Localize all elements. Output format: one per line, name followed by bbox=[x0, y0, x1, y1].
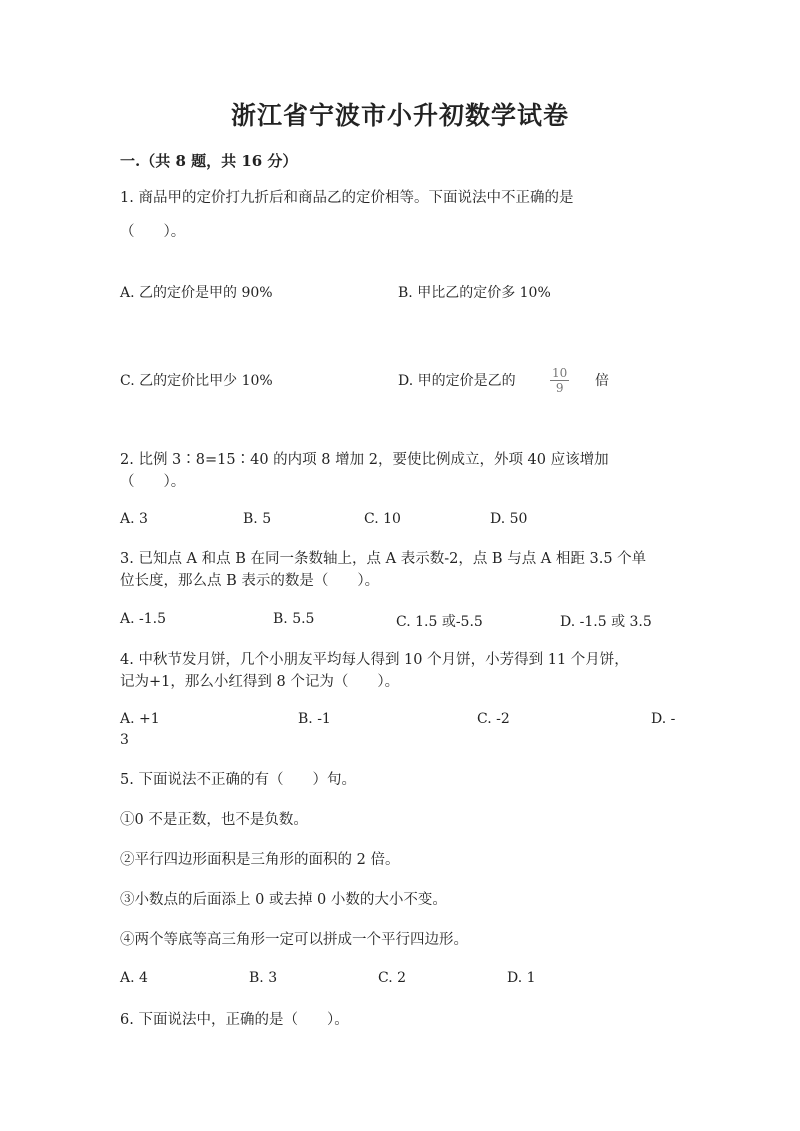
q3-option-a: A. -1.5 bbox=[120, 611, 167, 627]
q3-option-b: B. 5.5 bbox=[273, 611, 315, 627]
q4-stem-line1: 4. 中秋节发月饼，几个小朋友平均每人得到 10 个月饼，小芳得到 11 个月饼， bbox=[120, 652, 629, 668]
q1-stem-line2: （ ）。 bbox=[120, 224, 186, 240]
q2-option-d: D. 50 bbox=[490, 511, 528, 527]
q5-stem: 5. 下面说法不正确的有（ ）句。 bbox=[120, 772, 356, 788]
q2-option-b: B. 5 bbox=[243, 511, 272, 527]
q2-option-a: A. 3 bbox=[120, 511, 148, 527]
q3-option-c: C. 1.5 或-5.5 bbox=[396, 614, 483, 630]
q1-option-c: C. 乙的定价比甲少 10% bbox=[120, 373, 273, 389]
q4-option-d: D. - bbox=[651, 711, 676, 727]
q2-option-c: C. 10 bbox=[364, 511, 401, 527]
q5-option-a: A. 4 bbox=[120, 970, 148, 986]
q1-option-b: B. 甲比乙的定价多 10% bbox=[398, 285, 551, 301]
q4-option-c: C. -2 bbox=[477, 711, 510, 727]
q5-statement-2: ②平行四边形面积是三角形的面积的 2 倍。 bbox=[120, 852, 400, 868]
q1-option-d-fraction bbox=[550, 366, 569, 395]
q4-stem-line2: 记为+1，那么小红得到 8 个记为（ ）。 bbox=[120, 674, 400, 690]
q6-stem: 6. 下面说法中，正确的是（ ）。 bbox=[120, 1012, 349, 1028]
q5-statement-4: ④两个等底等高三角形一定可以拼成一个平行四边形。 bbox=[120, 932, 468, 948]
q4-option-d-wrap: 3 bbox=[120, 732, 129, 748]
q1-stem-line1: 1. 商品甲的定价打九折后和商品乙的定价相等。下面说法中不正确的是 bbox=[120, 190, 574, 206]
q3-option-d: D. -1.5 或 3.5 bbox=[560, 614, 652, 630]
fraction-denominator: 9 bbox=[555, 381, 564, 395]
q5-option-c: C. 2 bbox=[378, 970, 407, 986]
q4-option-a: A. +1 bbox=[120, 711, 160, 727]
q4-option-b: B. -1 bbox=[298, 711, 331, 727]
q2-stem-line2: （ ）。 bbox=[120, 474, 186, 490]
q3-stem-line2: 位长度，那么点 B 表示的数是（ ）。 bbox=[120, 573, 380, 589]
q5-statement-1: ①0 不是正数，也不是负数。 bbox=[120, 812, 308, 828]
section-heading: 一.（共 8 题，共 16 分） bbox=[120, 152, 298, 170]
q1-option-a: A. 乙的定价是甲的 90% bbox=[120, 285, 273, 301]
q5-statement-3: ③小数点的后面添上 0 或去掉 0 小数的大小不变。 bbox=[120, 892, 447, 908]
page-title: 浙江省宁波市小升初数学试卷 bbox=[230, 101, 569, 130]
q3-stem-line1: 3. 已知点 A 和点 B 在同一条数轴上，点 A 表示数-2，点 B 与点 A 相距 3.5 个单 bbox=[120, 551, 647, 567]
q1-option-d-suffix: 倍 bbox=[595, 373, 609, 389]
q5-option-d: D. 1 bbox=[507, 970, 536, 986]
fraction-numerator: 10 bbox=[552, 366, 568, 380]
q2-stem-line1: 2. 比例 3∶8=15∶40 的内项 8 增加 2，要使比例成立，外项 40 应该增加 bbox=[120, 452, 609, 468]
q5-option-b: B. 3 bbox=[249, 970, 278, 986]
q1-option-d-prefix: D. 甲的定价是乙的 bbox=[398, 373, 516, 389]
